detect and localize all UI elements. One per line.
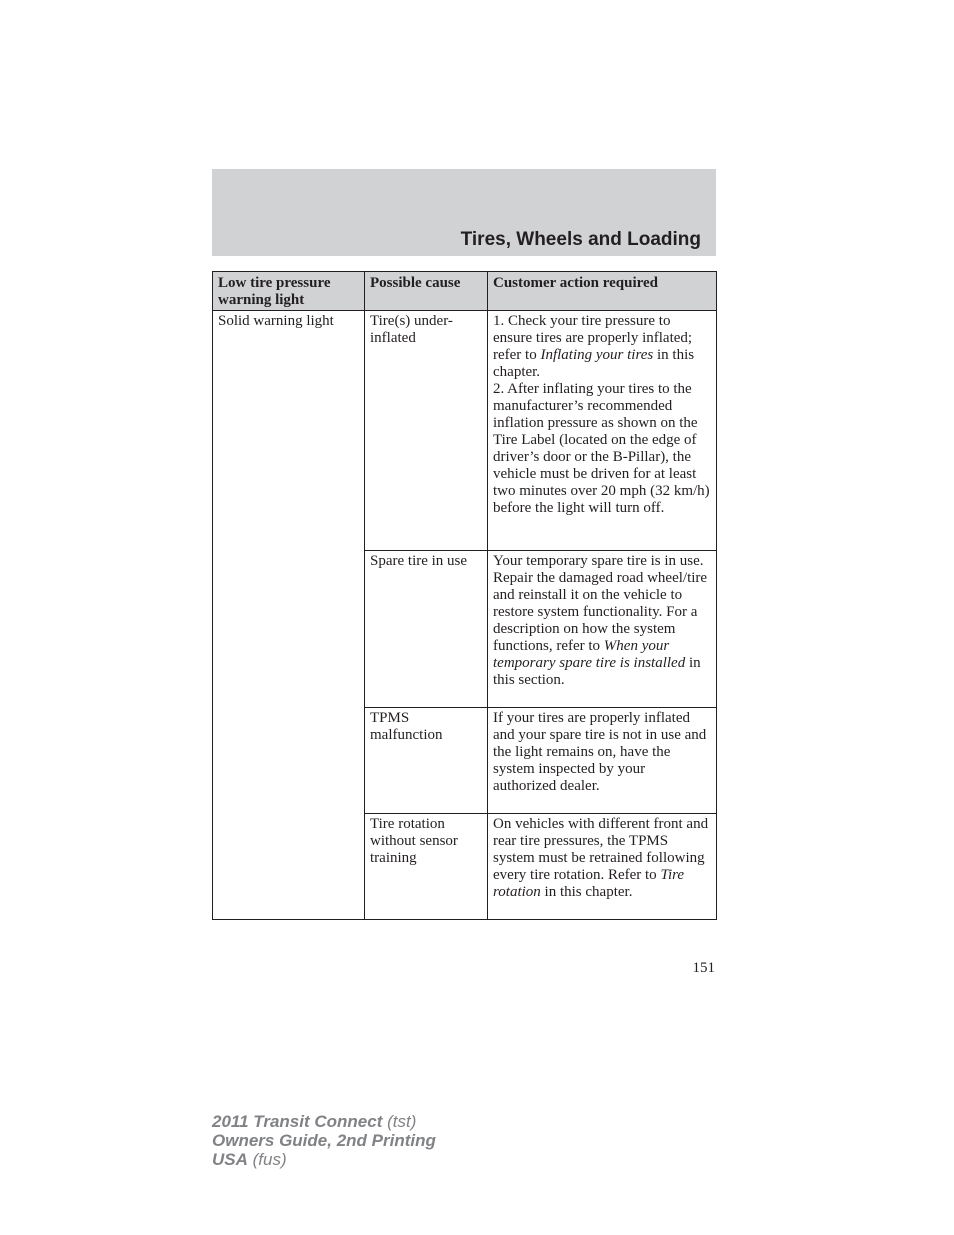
action-text: Your temporary spare tire is in use. Repair the damaged road wheel/tire and reinstall it on the vehicle to restore system functionality. For a description on how the system functions, refer to [493, 553, 708, 654]
page-number: 151 [692, 960, 715, 976]
column-header-possible-cause: Possible cause [365, 272, 488, 311]
action-text: 2. After inflating your tires to the manufacturer’s recommended inflation pressure as shown on the Tire Label (located on the edge of driver’s door or the B-Pillar), the vehicle must be driven for at least two minutes over 20 mph (32 km/h) before the light will turn off. [493, 381, 710, 516]
table-row [213, 311, 717, 551]
section-title: Tires, Wheels and Loading [460, 229, 701, 250]
cause-cell: TPMS malfunction [365, 708, 488, 814]
column-header-warning-light: Low tire pressure warning light [213, 272, 365, 311]
action-cell [488, 708, 717, 814]
reference-link-text: When your temporary spare tire is installed [493, 638, 686, 671]
footer-line: 2011 Transit Connect (tst) [212, 1112, 417, 1131]
reference-link-text: Tire rotation [493, 867, 685, 900]
footer-line: Owners Guide, 2nd Printing [212, 1131, 436, 1150]
column-header-customer-action: Customer action required [488, 272, 717, 311]
section-header-band [212, 169, 716, 256]
action-text: in this section. [493, 655, 701, 688]
cause-cell: Tire(s) under-inflated [365, 311, 488, 551]
action-cell [488, 311, 717, 551]
document-footer [212, 1112, 436, 1169]
action-text: 1. Check your tire pressure to ensure tires are properly inflated; refer to [493, 313, 693, 363]
table-header-row [213, 272, 717, 311]
action-text: If your tires are properly inflated and your spare tire is not in use and the light remains on, have the system inspected by your authorized dealer. [493, 710, 707, 794]
tpms-warning-table [212, 271, 717, 920]
action-text: in this chapter. [493, 347, 695, 380]
action-cell [488, 814, 717, 920]
cause-cell: Spare tire in use [365, 551, 488, 708]
cause-cell: Tire rotation without sensor training [365, 814, 488, 920]
action-text: On vehicles with different front and rear tire pressures, the TPMS system must be retrained following every tire rotation. Refer to [493, 816, 709, 883]
action-cell [488, 551, 717, 708]
footer-line: USA (fus) [212, 1150, 287, 1169]
warning-light-cell: Solid warning light [213, 311, 365, 920]
action-text: in this chapter. [540, 884, 633, 900]
reference-link-text: Inflating your tires [540, 347, 654, 363]
